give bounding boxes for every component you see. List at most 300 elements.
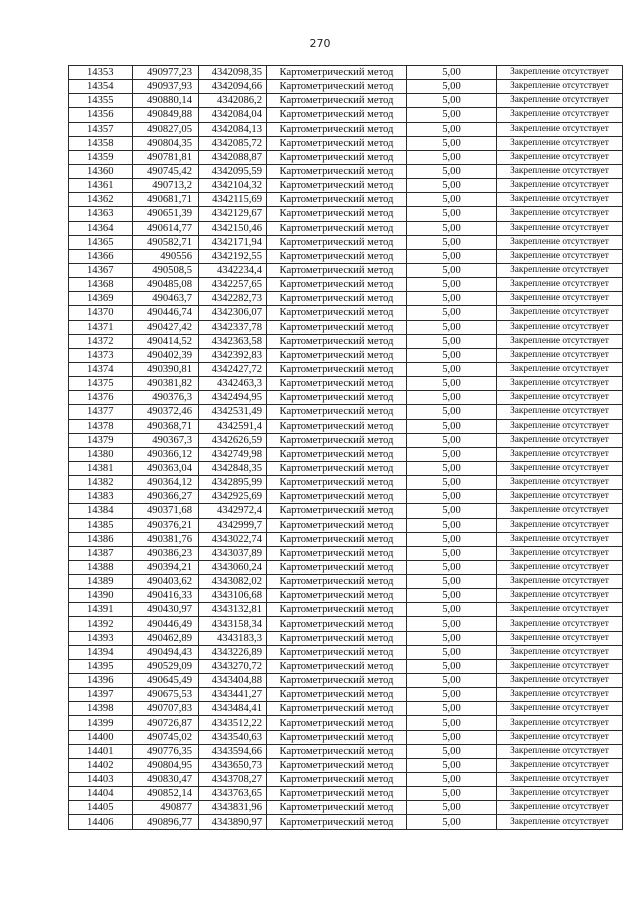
x-coordinate-cell: 490430,97 bbox=[133, 603, 199, 617]
method-cell: Картометрический метод bbox=[267, 80, 407, 94]
point-number-cell: 14396 bbox=[69, 674, 133, 688]
method-cell: Картометрический метод bbox=[267, 744, 407, 758]
y-coordinate-cell: 4342257,65 bbox=[199, 278, 267, 292]
method-cell: Картометрический метод bbox=[267, 320, 407, 334]
method-cell: Картометрический метод bbox=[267, 730, 407, 744]
fixation-cell: Закрепление отсутствует bbox=[497, 631, 623, 645]
point-number-cell: 14362 bbox=[69, 193, 133, 207]
point-number-cell: 14379 bbox=[69, 433, 133, 447]
precision-cell: 5,00 bbox=[407, 730, 497, 744]
x-coordinate-cell: 490367,3 bbox=[133, 433, 199, 447]
x-coordinate-cell: 490675,53 bbox=[133, 688, 199, 702]
method-cell: Картометрический метод bbox=[267, 348, 407, 362]
fixation-cell: Закрепление отсутствует bbox=[497, 546, 623, 560]
point-number-cell: 14385 bbox=[69, 518, 133, 532]
precision-cell: 5,00 bbox=[407, 320, 497, 334]
fixation-cell: Закрепление отсутствует bbox=[497, 815, 623, 829]
table-row bbox=[69, 334, 623, 348]
table-row bbox=[69, 221, 623, 235]
point-number-cell: 14372 bbox=[69, 334, 133, 348]
x-coordinate-cell: 490781,81 bbox=[133, 150, 199, 164]
table-row bbox=[69, 391, 623, 405]
y-coordinate-cell: 4342115,69 bbox=[199, 193, 267, 207]
fixation-cell: Закрепление отсутствует bbox=[497, 674, 623, 688]
table-row bbox=[69, 476, 623, 490]
point-number-cell: 14359 bbox=[69, 150, 133, 164]
method-cell: Картометрический метод bbox=[267, 221, 407, 235]
precision-cell: 5,00 bbox=[407, 136, 497, 150]
x-coordinate-cell: 490414,52 bbox=[133, 334, 199, 348]
y-coordinate-cell: 4342494,95 bbox=[199, 391, 267, 405]
method-cell: Картометрический метод bbox=[267, 292, 407, 306]
method-cell: Картометрический метод bbox=[267, 815, 407, 829]
fixation-cell: Закрепление отсутствует bbox=[497, 136, 623, 150]
table-row bbox=[69, 292, 623, 306]
precision-cell: 5,00 bbox=[407, 391, 497, 405]
table-row bbox=[69, 263, 623, 277]
x-coordinate-cell: 490372,46 bbox=[133, 405, 199, 419]
x-coordinate-cell: 490462,89 bbox=[133, 631, 199, 645]
table-row bbox=[69, 546, 623, 560]
fixation-cell: Закрепление отсутствует bbox=[497, 688, 623, 702]
fixation-cell: Закрепление отсутствует bbox=[497, 617, 623, 631]
y-coordinate-cell: 4342972,4 bbox=[199, 504, 267, 518]
method-cell: Картометрический метод bbox=[267, 532, 407, 546]
fixation-cell: Закрепление отсутствует bbox=[497, 207, 623, 221]
table-row bbox=[69, 773, 623, 787]
y-coordinate-cell: 4342306,07 bbox=[199, 306, 267, 320]
point-number-cell: 14405 bbox=[69, 801, 133, 815]
y-coordinate-cell: 4343106,68 bbox=[199, 589, 267, 603]
x-coordinate-cell: 490880,14 bbox=[133, 94, 199, 108]
y-coordinate-cell: 4342129,67 bbox=[199, 207, 267, 221]
x-coordinate-cell: 490804,95 bbox=[133, 758, 199, 772]
point-number-cell: 14374 bbox=[69, 362, 133, 376]
y-coordinate-cell: 4342463,3 bbox=[199, 377, 267, 391]
fixation-cell: Закрепление отсутствует bbox=[497, 179, 623, 193]
y-coordinate-cell: 4342282,73 bbox=[199, 292, 267, 306]
y-coordinate-cell: 4343183,3 bbox=[199, 631, 267, 645]
x-coordinate-cell: 490394,21 bbox=[133, 560, 199, 574]
point-number-cell: 14356 bbox=[69, 108, 133, 122]
point-number-cell: 14375 bbox=[69, 377, 133, 391]
method-cell: Картометрический метод bbox=[267, 447, 407, 461]
table-row bbox=[69, 801, 623, 815]
fixation-cell: Закрепление отсутствует bbox=[497, 575, 623, 589]
precision-cell: 5,00 bbox=[407, 504, 497, 518]
fixation-cell: Закрепление отсутствует bbox=[497, 461, 623, 475]
fixation-cell: Закрепление отсутствует bbox=[497, 249, 623, 263]
y-coordinate-cell: 4342591,4 bbox=[199, 419, 267, 433]
table-row bbox=[69, 433, 623, 447]
y-coordinate-cell: 4342104,32 bbox=[199, 179, 267, 193]
method-cell: Картометрический метод bbox=[267, 164, 407, 178]
fixation-cell: Закрепление отсутствует bbox=[497, 278, 623, 292]
fixation-cell: Закрепление отсутствует bbox=[497, 164, 623, 178]
table-row bbox=[69, 631, 623, 645]
table-row bbox=[69, 702, 623, 716]
x-coordinate-cell: 490582,71 bbox=[133, 235, 199, 249]
precision-cell: 5,00 bbox=[407, 80, 497, 94]
fixation-cell: Закрепление отсутствует bbox=[497, 150, 623, 164]
y-coordinate-cell: 4343441,27 bbox=[199, 688, 267, 702]
precision-cell: 5,00 bbox=[407, 377, 497, 391]
fixation-cell: Закрепление отсутствует bbox=[497, 94, 623, 108]
precision-cell: 5,00 bbox=[407, 518, 497, 532]
x-coordinate-cell: 490402,39 bbox=[133, 348, 199, 362]
point-number-cell: 14386 bbox=[69, 532, 133, 546]
x-coordinate-cell: 490508,5 bbox=[133, 263, 199, 277]
table-row bbox=[69, 787, 623, 801]
method-cell: Картометрический метод bbox=[267, 589, 407, 603]
method-cell: Картометрический метод bbox=[267, 702, 407, 716]
table-row bbox=[69, 560, 623, 574]
method-cell: Картометрический метод bbox=[267, 461, 407, 475]
fixation-cell: Закрепление отсутствует bbox=[497, 801, 623, 815]
table-row bbox=[69, 362, 623, 376]
point-number-cell: 14389 bbox=[69, 575, 133, 589]
precision-cell: 5,00 bbox=[407, 150, 497, 164]
x-coordinate-cell: 490937,93 bbox=[133, 80, 199, 94]
precision-cell: 5,00 bbox=[407, 122, 497, 136]
point-number-cell: 14365 bbox=[69, 235, 133, 249]
y-coordinate-cell: 4343890,97 bbox=[199, 815, 267, 829]
x-coordinate-cell: 490446,49 bbox=[133, 617, 199, 631]
method-cell: Картометрический метод bbox=[267, 179, 407, 193]
point-number-cell: 14404 bbox=[69, 787, 133, 801]
method-cell: Картометрический метод bbox=[267, 278, 407, 292]
table-row bbox=[69, 108, 623, 122]
point-number-cell: 14366 bbox=[69, 249, 133, 263]
fixation-cell: Закрепление отсутствует bbox=[497, 122, 623, 136]
method-cell: Картометрический метод bbox=[267, 391, 407, 405]
fixation-cell: Закрепление отсутствует bbox=[497, 235, 623, 249]
x-coordinate-cell: 490681,71 bbox=[133, 193, 199, 207]
y-coordinate-cell: 4342086,2 bbox=[199, 94, 267, 108]
x-coordinate-cell: 490556 bbox=[133, 249, 199, 263]
point-number-cell: 14400 bbox=[69, 730, 133, 744]
point-number-cell: 14402 bbox=[69, 758, 133, 772]
table-row bbox=[69, 235, 623, 249]
y-coordinate-cell: 4343540,63 bbox=[199, 730, 267, 744]
precision-cell: 5,00 bbox=[407, 589, 497, 603]
y-coordinate-cell: 4343708,27 bbox=[199, 773, 267, 787]
fixation-cell: Закрепление отсутствует bbox=[497, 193, 623, 207]
x-coordinate-cell: 490390,81 bbox=[133, 362, 199, 376]
method-cell: Картометрический метод bbox=[267, 773, 407, 787]
x-coordinate-cell: 490827,05 bbox=[133, 122, 199, 136]
x-coordinate-cell: 490713,2 bbox=[133, 179, 199, 193]
y-coordinate-cell: 4343060,24 bbox=[199, 560, 267, 574]
x-coordinate-cell: 490366,12 bbox=[133, 447, 199, 461]
table-row bbox=[69, 447, 623, 461]
x-coordinate-cell: 490852,14 bbox=[133, 787, 199, 801]
precision-cell: 5,00 bbox=[407, 476, 497, 490]
fixation-cell: Закрепление отсутствует bbox=[497, 603, 623, 617]
fixation-cell: Закрепление отсутствует bbox=[497, 716, 623, 730]
precision-cell: 5,00 bbox=[407, 66, 497, 80]
method-cell: Картометрический метод bbox=[267, 94, 407, 108]
fixation-cell: Закрепление отсутствует bbox=[497, 744, 623, 758]
precision-cell: 5,00 bbox=[407, 532, 497, 546]
fixation-cell: Закрепление отсутствует bbox=[497, 730, 623, 744]
x-coordinate-cell: 490403,62 bbox=[133, 575, 199, 589]
table-row bbox=[69, 249, 623, 263]
fixation-cell: Закрепление отсутствует bbox=[497, 80, 623, 94]
method-cell: Картометрический метод bbox=[267, 575, 407, 589]
table-row bbox=[69, 122, 623, 136]
x-coordinate-cell: 490896,77 bbox=[133, 815, 199, 829]
y-coordinate-cell: 4342150,46 bbox=[199, 221, 267, 235]
x-coordinate-cell: 490381,76 bbox=[133, 532, 199, 546]
method-cell: Картометрический метод bbox=[267, 659, 407, 673]
fixation-cell: Закрепление отсутствует bbox=[497, 362, 623, 376]
precision-cell: 5,00 bbox=[407, 249, 497, 263]
point-number-cell: 14397 bbox=[69, 688, 133, 702]
precision-cell: 5,00 bbox=[407, 362, 497, 376]
method-cell: Картометрический метод bbox=[267, 801, 407, 815]
table-row bbox=[69, 348, 623, 362]
x-coordinate-cell: 490371,68 bbox=[133, 504, 199, 518]
fixation-cell: Закрепление отсутствует bbox=[497, 476, 623, 490]
table-row bbox=[69, 744, 623, 758]
point-number-cell: 14373 bbox=[69, 348, 133, 362]
fixation-cell: Закрепление отсутствует bbox=[497, 645, 623, 659]
precision-cell: 5,00 bbox=[407, 659, 497, 673]
method-cell: Картометрический метод bbox=[267, 490, 407, 504]
method-cell: Картометрический метод bbox=[267, 235, 407, 249]
table-row bbox=[69, 377, 623, 391]
fixation-cell: Закрепление отсутствует bbox=[497, 306, 623, 320]
fixation-cell: Закрепление отсутствует bbox=[497, 702, 623, 716]
x-coordinate-cell: 490707,83 bbox=[133, 702, 199, 716]
precision-cell: 5,00 bbox=[407, 575, 497, 589]
precision-cell: 5,00 bbox=[407, 560, 497, 574]
fixation-cell: Закрепление отсутствует bbox=[497, 447, 623, 461]
point-number-cell: 14361 bbox=[69, 179, 133, 193]
table-row bbox=[69, 504, 623, 518]
table-row bbox=[69, 66, 623, 80]
x-coordinate-cell: 490745,42 bbox=[133, 164, 199, 178]
method-cell: Картометрический метод bbox=[267, 758, 407, 772]
method-cell: Картометрический метод bbox=[267, 249, 407, 263]
x-coordinate-cell: 490376,3 bbox=[133, 391, 199, 405]
x-coordinate-cell: 490849,88 bbox=[133, 108, 199, 122]
fixation-cell: Закрепление отсутствует bbox=[497, 320, 623, 334]
precision-cell: 5,00 bbox=[407, 179, 497, 193]
precision-cell: 5,00 bbox=[407, 263, 497, 277]
y-coordinate-cell: 4342749,98 bbox=[199, 447, 267, 461]
fixation-cell: Закрепление отсутствует bbox=[497, 560, 623, 574]
x-coordinate-cell: 490485,08 bbox=[133, 278, 199, 292]
y-coordinate-cell: 4343082,02 bbox=[199, 575, 267, 589]
precision-cell: 5,00 bbox=[407, 94, 497, 108]
table-row bbox=[69, 645, 623, 659]
y-coordinate-cell: 4342363,58 bbox=[199, 334, 267, 348]
x-coordinate-cell: 490446,74 bbox=[133, 306, 199, 320]
method-cell: Картометрический метод bbox=[267, 306, 407, 320]
table-row bbox=[69, 575, 623, 589]
precision-cell: 5,00 bbox=[407, 702, 497, 716]
fixation-cell: Закрепление отсутствует bbox=[497, 659, 623, 673]
method-cell: Картометрический метод bbox=[267, 207, 407, 221]
precision-cell: 5,00 bbox=[407, 773, 497, 787]
point-number-cell: 14398 bbox=[69, 702, 133, 716]
table-row bbox=[69, 758, 623, 772]
precision-cell: 5,00 bbox=[407, 235, 497, 249]
fixation-cell: Закрепление отсутствует bbox=[497, 221, 623, 235]
table-row bbox=[69, 716, 623, 730]
y-coordinate-cell: 4343763,65 bbox=[199, 787, 267, 801]
table-row bbox=[69, 94, 623, 108]
table-row bbox=[69, 179, 623, 193]
x-coordinate-cell: 490529,09 bbox=[133, 659, 199, 673]
precision-cell: 5,00 bbox=[407, 603, 497, 617]
point-number-cell: 14406 bbox=[69, 815, 133, 829]
x-coordinate-cell: 490651,39 bbox=[133, 207, 199, 221]
precision-cell: 5,00 bbox=[407, 221, 497, 235]
fixation-cell: Закрепление отсутствует bbox=[497, 787, 623, 801]
x-coordinate-cell: 490368,71 bbox=[133, 419, 199, 433]
table-row bbox=[69, 815, 623, 829]
method-cell: Картометрический метод bbox=[267, 136, 407, 150]
fixation-cell: Закрепление отсутствует bbox=[497, 504, 623, 518]
point-number-cell: 14353 bbox=[69, 66, 133, 80]
fixation-cell: Закрепление отсутствует bbox=[497, 532, 623, 546]
precision-cell: 5,00 bbox=[407, 645, 497, 659]
point-number-cell: 14380 bbox=[69, 447, 133, 461]
precision-cell: 5,00 bbox=[407, 108, 497, 122]
fixation-cell: Закрепление отсутствует bbox=[497, 490, 623, 504]
point-number-cell: 14392 bbox=[69, 617, 133, 631]
table-row bbox=[69, 136, 623, 150]
y-coordinate-cell: 4342895,99 bbox=[199, 476, 267, 490]
y-coordinate-cell: 4342094,66 bbox=[199, 80, 267, 94]
y-coordinate-cell: 4343594,66 bbox=[199, 744, 267, 758]
table-row bbox=[69, 659, 623, 673]
table-row bbox=[69, 461, 623, 475]
fixation-cell: Закрепление отсутствует bbox=[497, 263, 623, 277]
point-number-cell: 14357 bbox=[69, 122, 133, 136]
precision-cell: 5,00 bbox=[407, 546, 497, 560]
x-coordinate-cell: 490366,27 bbox=[133, 490, 199, 504]
x-coordinate-cell: 490645,49 bbox=[133, 674, 199, 688]
fixation-cell: Закрепление отсутствует bbox=[497, 518, 623, 532]
point-number-cell: 14355 bbox=[69, 94, 133, 108]
precision-cell: 5,00 bbox=[407, 164, 497, 178]
method-cell: Картометрический метод bbox=[267, 334, 407, 348]
point-number-cell: 14363 bbox=[69, 207, 133, 221]
fixation-cell: Закрепление отсутствует bbox=[497, 758, 623, 772]
point-number-cell: 14368 bbox=[69, 278, 133, 292]
method-cell: Картометрический метод bbox=[267, 419, 407, 433]
fixation-cell: Закрепление отсутствует bbox=[497, 433, 623, 447]
precision-cell: 5,00 bbox=[407, 801, 497, 815]
method-cell: Картометрический метод bbox=[267, 122, 407, 136]
x-coordinate-cell: 490726,87 bbox=[133, 716, 199, 730]
method-cell: Картометрический метод bbox=[267, 617, 407, 631]
y-coordinate-cell: 4342085,72 bbox=[199, 136, 267, 150]
table-row bbox=[69, 164, 623, 178]
point-number-cell: 14401 bbox=[69, 744, 133, 758]
fixation-cell: Закрепление отсутствует bbox=[497, 419, 623, 433]
precision-cell: 5,00 bbox=[407, 292, 497, 306]
method-cell: Картометрический метод bbox=[267, 193, 407, 207]
precision-cell: 5,00 bbox=[407, 419, 497, 433]
y-coordinate-cell: 4343158,34 bbox=[199, 617, 267, 631]
x-coordinate-cell: 490381,82 bbox=[133, 377, 199, 391]
precision-cell: 5,00 bbox=[407, 461, 497, 475]
fixation-cell: Закрепление отсутствует bbox=[497, 589, 623, 603]
x-coordinate-cell: 490614,77 bbox=[133, 221, 199, 235]
point-number-cell: 14358 bbox=[69, 136, 133, 150]
table-row bbox=[69, 207, 623, 221]
table-row bbox=[69, 490, 623, 504]
table-row bbox=[69, 603, 623, 617]
y-coordinate-cell: 4342626,59 bbox=[199, 433, 267, 447]
method-cell: Картометрический метод bbox=[267, 108, 407, 122]
method-cell: Картометрический метод bbox=[267, 688, 407, 702]
x-coordinate-cell: 490376,21 bbox=[133, 518, 199, 532]
y-coordinate-cell: 4343650,73 bbox=[199, 758, 267, 772]
precision-cell: 5,00 bbox=[407, 306, 497, 320]
y-coordinate-cell: 4343226,89 bbox=[199, 645, 267, 659]
precision-cell: 5,00 bbox=[407, 334, 497, 348]
point-number-cell: 14383 bbox=[69, 490, 133, 504]
y-coordinate-cell: 4342531,49 bbox=[199, 405, 267, 419]
fixation-cell: Закрепление отсутствует bbox=[497, 334, 623, 348]
precision-cell: 5,00 bbox=[407, 744, 497, 758]
precision-cell: 5,00 bbox=[407, 674, 497, 688]
x-coordinate-cell: 490776,35 bbox=[133, 744, 199, 758]
precision-cell: 5,00 bbox=[407, 631, 497, 645]
method-cell: Картометрический метод bbox=[267, 645, 407, 659]
point-number-cell: 14360 bbox=[69, 164, 133, 178]
y-coordinate-cell: 4342095,59 bbox=[199, 164, 267, 178]
method-cell: Картометрический метод bbox=[267, 433, 407, 447]
table-row bbox=[69, 688, 623, 702]
method-cell: Картометрический метод bbox=[267, 560, 407, 574]
x-coordinate-cell: 490494,43 bbox=[133, 645, 199, 659]
precision-cell: 5,00 bbox=[407, 207, 497, 221]
table-row bbox=[69, 320, 623, 334]
method-cell: Картометрический метод bbox=[267, 66, 407, 80]
table-row bbox=[69, 80, 623, 94]
table-row bbox=[69, 730, 623, 744]
x-coordinate-cell: 490877 bbox=[133, 801, 199, 815]
page-number: 270 bbox=[309, 37, 331, 50]
x-coordinate-cell: 490830,47 bbox=[133, 773, 199, 787]
y-coordinate-cell: 4343831,96 bbox=[199, 801, 267, 815]
point-number-cell: 14394 bbox=[69, 645, 133, 659]
table-row bbox=[69, 617, 623, 631]
fixation-cell: Закрепление отсутствует bbox=[497, 405, 623, 419]
y-coordinate-cell: 4342088,87 bbox=[199, 150, 267, 164]
fixation-cell: Закрепление отсутствует bbox=[497, 108, 623, 122]
fixation-cell: Закрепление отсутствует bbox=[497, 773, 623, 787]
method-cell: Картометрический метод bbox=[267, 504, 407, 518]
precision-cell: 5,00 bbox=[407, 688, 497, 702]
point-number-cell: 14391 bbox=[69, 603, 133, 617]
precision-cell: 5,00 bbox=[407, 815, 497, 829]
x-coordinate-cell: 490463,7 bbox=[133, 292, 199, 306]
method-cell: Картометрический метод bbox=[267, 405, 407, 419]
point-number-cell: 14371 bbox=[69, 320, 133, 334]
y-coordinate-cell: 4343132,81 bbox=[199, 603, 267, 617]
coordinates-table bbox=[68, 65, 623, 830]
y-coordinate-cell: 4343484,41 bbox=[199, 702, 267, 716]
precision-cell: 5,00 bbox=[407, 447, 497, 461]
